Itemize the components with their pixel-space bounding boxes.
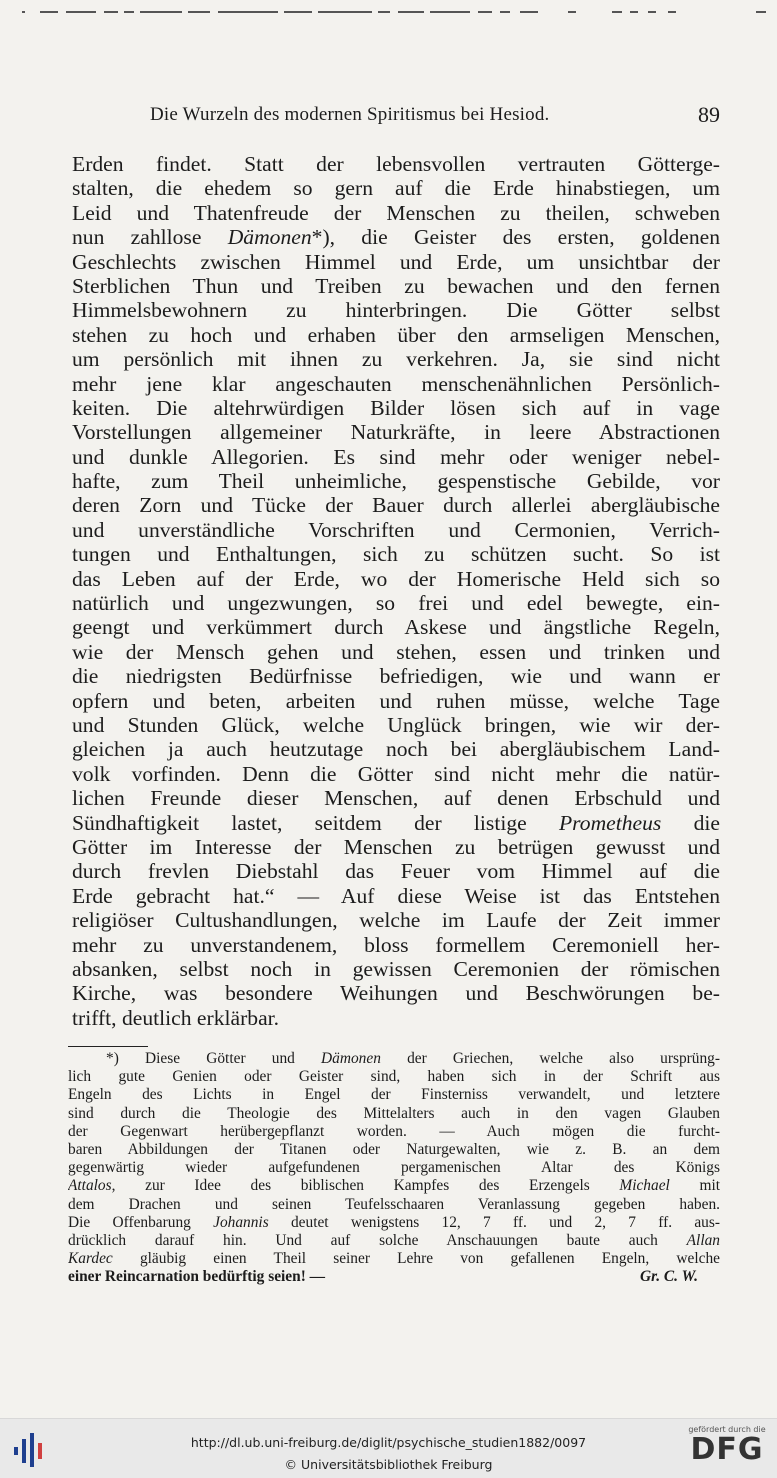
body-line: mehr zu unverstandenem, bloss formellem Ceremoniell her- bbox=[72, 932, 720, 957]
scan-artifact bbox=[284, 11, 312, 13]
body-line: das Leben auf der Erde, wo der Homerische Held sich so bbox=[72, 566, 720, 591]
footnote-line bbox=[68, 1141, 720, 1159]
permalink[interactable]: http://dl.ub.uni-freiburg.de/diglit/psychische_studien1882/0097 bbox=[190, 1435, 587, 1450]
footnote-line-text: einer Reincarnation bedürftig seien! — bbox=[68, 1268, 326, 1286]
body-line: geengt und verkümmert durch Askese und ängstliche Regeln, bbox=[72, 615, 720, 640]
footnote-line bbox=[68, 1232, 720, 1250]
scan-artifact bbox=[756, 11, 766, 13]
footnote-line-text: Attalos, zur Idee des biblischen Kampfes des Erzengels Michael mit bbox=[68, 1177, 720, 1195]
footnote-line-text: Die Offenbarung Johannis deutet wenigstens 12, 7 ff. und 2, 7 ff. aus- bbox=[68, 1213, 720, 1231]
scan-artifact bbox=[318, 11, 372, 13]
body-line: und Stunden Glück, welche Unglück bringen, wie wir der- bbox=[72, 712, 720, 737]
body-line: natürlich und ungezwungen, so frei und edel bewegte, ein- bbox=[72, 591, 720, 616]
running-header bbox=[150, 102, 720, 132]
body-line: Sterblichen Thun und Treiben zu bewachen und den fernen bbox=[72, 273, 720, 298]
body-line: Leid und Thatenfreude der Menschen zu theilen, schweben bbox=[72, 200, 720, 225]
body-line: mehr jene klar angeschauten menschenähnlichen Persönlich- bbox=[72, 371, 720, 396]
body-line: nun zahllose Dämonen*), die Geister des ersten, goldenen bbox=[72, 225, 720, 250]
body-line: Erden findet. Statt der lebensvollen vertrauten Götterge- bbox=[72, 152, 720, 176]
body-line: trifft, deutlich erklärbar. bbox=[72, 1005, 280, 1030]
body-line: Himmelsbewohnern zu hinterbringen. Die Götter selbst bbox=[72, 298, 720, 323]
body-line: um persönlich mit ihnen zu verkehren. Ja, sie sind nicht bbox=[72, 347, 720, 372]
body-line: keiten. Die altehrwürdigen Bilder lösen sich auf in vage bbox=[72, 395, 720, 420]
body-line: und unverständliche Vorschriften und Cermonien, Verrich- bbox=[72, 517, 720, 542]
scan-artifact bbox=[478, 11, 492, 13]
scan-artifact bbox=[40, 11, 58, 13]
footnote-line-text: Engeln des Lichts in Engel der Finsterniss verwandelt, und letztere bbox=[68, 1086, 720, 1104]
body-line: Sündhaftigkeit lastet, seitdem der listige Prometheus die bbox=[72, 810, 720, 835]
scan-artifact bbox=[430, 11, 470, 13]
scan-artifact bbox=[630, 11, 638, 13]
footnote-line bbox=[68, 1214, 720, 1232]
footnote-line bbox=[68, 1050, 720, 1068]
scan-artifact bbox=[140, 11, 182, 13]
scan-artifact bbox=[568, 11, 576, 13]
scan-artifact bbox=[22, 11, 25, 13]
body-line: absanken, selbst noch in gewissen Ceremonien der römischen bbox=[72, 956, 720, 981]
footnote-line-text: der Gegenwart herübergepflanzt worden. — Auch mögen die furcht- bbox=[68, 1122, 720, 1140]
body-line: stehen zu hoch und erhaben über den armseligen Menschen, bbox=[72, 322, 720, 347]
body-line: gleichen ja auch heutzutage noch bei abergläubischem Land- bbox=[72, 737, 720, 762]
scan-artifact bbox=[188, 11, 210, 13]
body-line: tungen und Enthaltungen, sich zu schützen sucht. So ist bbox=[72, 542, 720, 567]
footnote-line-text: lich gute Genien oder Geister sind, haben sich in der Schrift aus bbox=[68, 1068, 720, 1086]
body-line: stalten, die ehedem so gern auf die Erde hinabstiegen, um bbox=[72, 176, 720, 201]
footnote-line-text: dem Drachen und seinen Teufelsschaaren Veranlassung gegeben haben. bbox=[68, 1195, 720, 1213]
running-title: Die Wurzeln des modernen Spiritismus bei Hesiod. bbox=[150, 104, 550, 125]
scan-artifact bbox=[612, 11, 622, 13]
footnote-line bbox=[68, 1250, 720, 1268]
body-line: Götter im Interesse der Menschen zu betrügen gewusst und bbox=[72, 834, 720, 859]
footnote-line-text: *) Diese Götter und Dämonen der Griechen, welche also ursprüng- bbox=[106, 1050, 720, 1067]
body-line: hafte, zum Theil unheimliche, gespenstische Gebilde, vor bbox=[72, 469, 720, 494]
dfg-funding-badge[interactable] bbox=[687, 1425, 767, 1473]
body-line: Vorstellungen allgemeiner Naturkräfte, in leere Abstractionen bbox=[72, 420, 720, 445]
body-line: volk vorfinden. Denn die Götter sind nicht mehr die natür- bbox=[72, 761, 720, 786]
body-line: Kirche, was besondere Weihungen und Beschwörungen be- bbox=[72, 981, 720, 1006]
footnote-signature: Gr. C. W. bbox=[639, 1268, 698, 1286]
body-line: Erde gebracht hat.“ — Auf diese Weise ist das Entstehen bbox=[72, 883, 720, 908]
dfg-logo-icon: DFG bbox=[690, 1432, 764, 1467]
scan-artifact bbox=[648, 11, 656, 13]
footnote-line bbox=[68, 1196, 720, 1214]
scan-artifact bbox=[398, 11, 424, 13]
footnote-line-text: sind durch die Theologie des Mittelalters auch in den vagen Glauben bbox=[68, 1104, 720, 1122]
body-line: deren Zorn und Tücke der Bauer durch allerlei abergläubische bbox=[72, 493, 720, 518]
footnote-line-text: gegenwärtig wieder aufgefundenen pergamenischen Altar des Königs bbox=[68, 1159, 720, 1177]
scan-artifact bbox=[66, 11, 96, 13]
scan-artifact bbox=[668, 11, 676, 13]
scan-artifact bbox=[124, 11, 134, 13]
footnote-rule bbox=[68, 1046, 148, 1047]
footnote-line bbox=[68, 1177, 720, 1195]
dfg-caption: gefördert durch die bbox=[688, 1425, 766, 1434]
footnote-line bbox=[68, 1105, 720, 1123]
body-line: wie der Mensch gehen und stehen, essen und trinken und bbox=[72, 639, 720, 664]
footnote-line-text: Kardec gläubig einen Theil seiner Lehre von gefallenen Engeln, welche bbox=[68, 1250, 720, 1268]
footnote-line-text: drücklich darauf hin. Und auf solche Anschauungen baute auch Allan bbox=[68, 1231, 720, 1249]
body-line: opfern und beten, arbeiten und ruhen müsse, welche Tage bbox=[72, 688, 720, 713]
scan-artifact-strip bbox=[0, 0, 777, 22]
body-line: religiöser Cultushandlungen, welche im Laufe der Zeit immer bbox=[72, 908, 720, 933]
footnote-line bbox=[68, 1086, 720, 1104]
scan-artifact bbox=[520, 11, 538, 13]
footnote-line bbox=[68, 1268, 720, 1286]
footnote-line bbox=[68, 1068, 720, 1086]
scan-artifact bbox=[378, 11, 390, 13]
body-text bbox=[72, 152, 720, 1030]
scan-artifact bbox=[104, 11, 118, 13]
scan-artifact bbox=[500, 11, 510, 13]
body-line: durch frevlen Diebstahl das Feuer vom Himmel auf die bbox=[72, 859, 720, 884]
body-line: lichen Freunde dieser Menschen, auf denen Erbschuld und bbox=[72, 786, 720, 811]
scan-artifact bbox=[218, 11, 278, 13]
footnote bbox=[68, 1050, 720, 1286]
footnote-line-text: baren Abbildungen der Titanen oder Naturgewalten, wie z. B. an dem bbox=[68, 1140, 720, 1158]
body-line: und dunkle Allegorien. Es sind mehr oder weniger nebel- bbox=[72, 444, 720, 469]
footnote-line bbox=[68, 1123, 720, 1141]
page-number: 89 bbox=[698, 102, 720, 127]
viewer-footer-bar bbox=[0, 1418, 777, 1478]
body-line: Geschlechts zwischen Himmel und Erde, um unsichtbar der bbox=[72, 249, 720, 274]
body-line: die niedrigsten Bedürfnisse befriedigen, wie und wann er bbox=[72, 664, 720, 689]
copyright-notice: © Universitätsbibliothek Freiburg bbox=[284, 1457, 493, 1472]
footnote-line bbox=[68, 1159, 720, 1177]
